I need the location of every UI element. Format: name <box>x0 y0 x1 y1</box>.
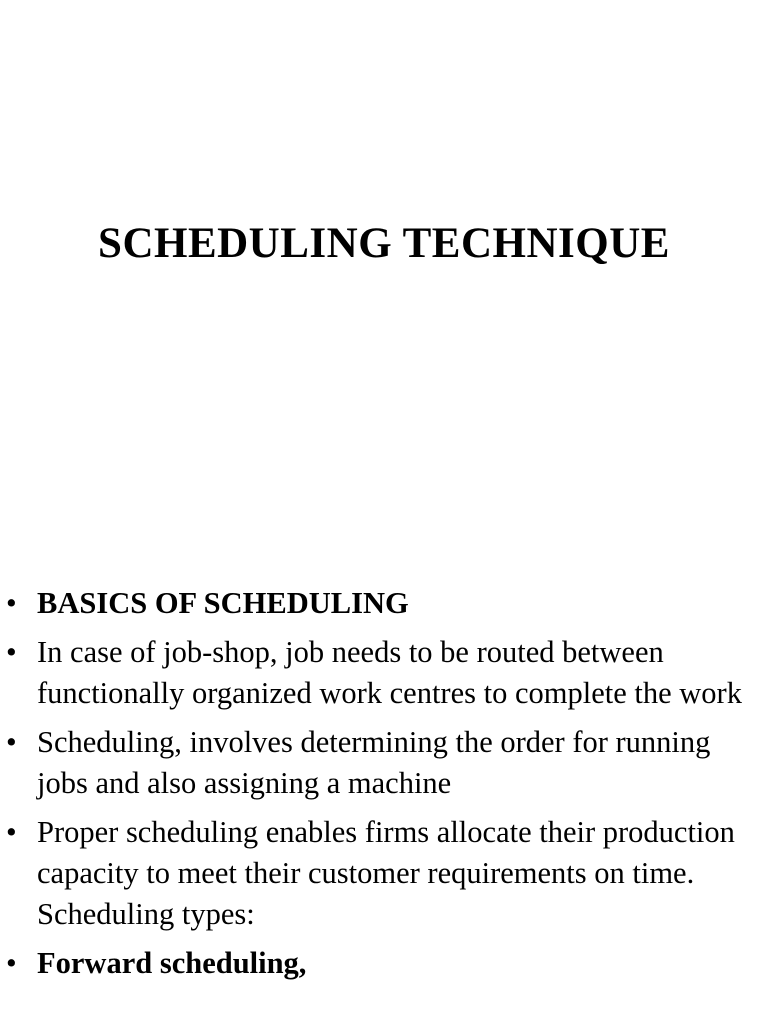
list-item <box>0 632 768 714</box>
bullet-list <box>0 583 768 992</box>
list-item-text: Proper scheduling enables firms allocate their production capacity to meet their customer requirements on time. Scheduling types: <box>37 815 735 931</box>
page-title: SCHEDULING TECHNIQUE <box>98 220 670 267</box>
list-item <box>0 722 768 804</box>
bullet-icon: • <box>6 815 17 849</box>
list-item-text: BASICS OF SCHEDULING <box>37 586 409 620</box>
bullet-icon: • <box>6 946 17 980</box>
list-item-text: Scheduling, involves determining the order for running jobs and also assigning a machine <box>37 725 711 800</box>
bullet-icon: • <box>6 635 17 669</box>
bullet-icon: • <box>6 725 17 759</box>
list-item <box>0 812 768 935</box>
bullet-icon: • <box>6 586 17 620</box>
list-item <box>0 943 768 984</box>
list-item <box>0 583 768 624</box>
list-item-text: In case of job-shop, job needs to be routed between functionally organized work centres to complete the work <box>37 635 742 710</box>
list-item-text: Forward scheduling, <box>37 946 307 980</box>
